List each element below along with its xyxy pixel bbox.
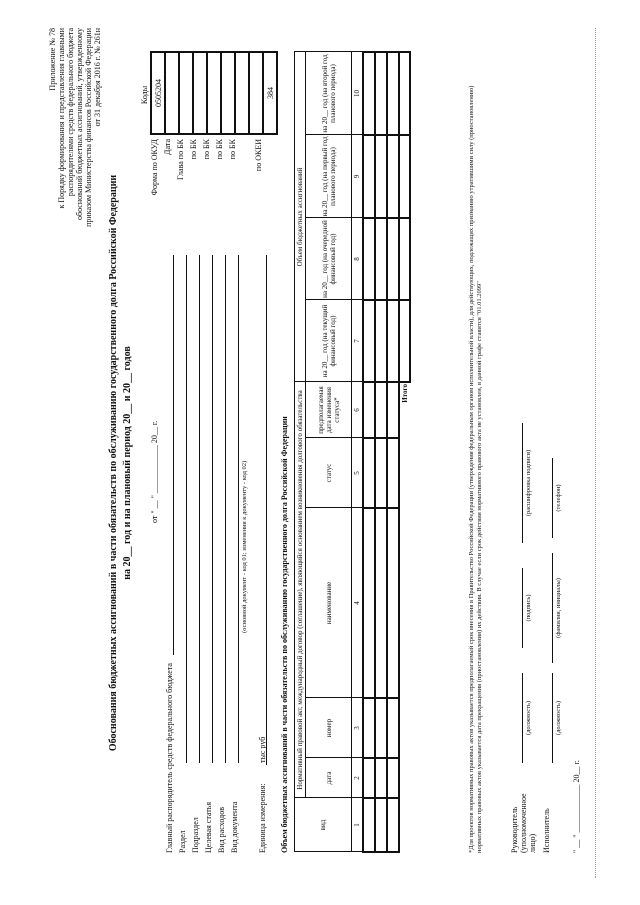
- col-year-current: на 20__ год (на текущий финансовый год): [306, 300, 352, 382]
- document-page: [40, 23, 600, 883]
- group-right-header: Объем бюджетных ассигнований: [295, 51, 306, 381]
- field-line: [186, 255, 187, 763]
- signature-line: [552, 553, 553, 663]
- col-vid: вид: [295, 798, 352, 852]
- field-line: [238, 255, 239, 763]
- col-year-plan2: на 20__ год (на второй год планового периода): [306, 51, 352, 134]
- code-label: по БК: [228, 138, 237, 159]
- col-number: 5: [352, 438, 364, 508]
- doc-hint: (основной документ - код 01; изменения к документу - код 02): [241, 460, 248, 633]
- code-okei: 384: [263, 52, 277, 134]
- caption: (телефон): [555, 483, 562, 512]
- field-line: [266, 255, 267, 765]
- caption: (должность): [525, 700, 532, 735]
- appendix-line: от 31 декабря 2016 г. № 261н: [93, 27, 102, 126]
- code-label: Дата: [163, 138, 172, 155]
- col-data: дата: [306, 758, 352, 798]
- appendix-block: [48, 28, 102, 243]
- footnote: *Для проектов нормативных правовых актов указывается предполагаемый срок внесения в Правительство Российской Федерации (утверждения федеральным органом исполнительной власти), для действующих, подлежащих признанию утратившими силу (приостановлению) нормативных правовых актов указывается дата прекращения (приостановления) их действия. В случае если срок действия нормативного правового акта не установлен, в данной графе ставится "01.01.2099": [468, 85, 483, 853]
- signature-line: [522, 673, 523, 763]
- code-label: [241, 139, 254, 243]
- col-date-change: предполагаемая дата изменения статуса*: [306, 382, 352, 438]
- signature-head-label: Руководитель (уполномоченное лицо): [510, 792, 537, 853]
- signature-line: [552, 673, 553, 763]
- code-label: по ОКЕИ: [254, 138, 263, 171]
- code-label: по БК: [202, 138, 211, 159]
- total-label: Итого: [401, 383, 409, 403]
- codes-table: [150, 51, 278, 135]
- codes-header: Коды: [140, 85, 149, 104]
- field-line: [212, 255, 213, 763]
- col-number: 10: [352, 51, 364, 134]
- field-label-grbs: Главный распорядитель средств федерального бюджета: [165, 662, 174, 853]
- total-row: [399, 51, 410, 851]
- signature-executor-label: Исполнитель: [542, 807, 551, 853]
- table-row: [363, 51, 375, 851]
- code-vid: [235, 52, 249, 134]
- code-glava: [179, 52, 193, 134]
- page-title: Обоснования бюджетных ассигнований в части обязательств по обслуживанию государственного долга Российской Федерации: [108, 174, 119, 751]
- signature-date: " __ " ____________ 20__ г.: [572, 759, 581, 853]
- appendix-line: обоснований бюджетных ассигнований, утвержденному: [75, 27, 84, 220]
- code-blank: [249, 52, 263, 134]
- field-line: [199, 255, 200, 763]
- code-podrazdel: [207, 52, 221, 134]
- codes-labels: [150, 139, 267, 243]
- signature-line: [522, 568, 523, 648]
- table-row: [375, 51, 387, 851]
- col-year-next: на 20__ год (на очередной финансовый год): [306, 218, 352, 300]
- field-label-podrazdel: Подраздел: [191, 816, 200, 853]
- code-label: по БК: [215, 138, 224, 159]
- caption: (должность): [555, 700, 562, 735]
- unit-label: Единица измерения:: [258, 782, 267, 853]
- col-number: 6: [352, 382, 364, 438]
- code-cel: [221, 52, 235, 134]
- code-razdel: [193, 52, 207, 134]
- field-label-razdel: Раздел: [178, 829, 187, 853]
- appendix-number: Приложение № 78: [48, 27, 57, 91]
- appendix-line: к Порядку формирования и представления главными: [57, 27, 66, 208]
- col-number: 2: [352, 758, 364, 798]
- date-line: от " __ " ____________ 20__ г.: [150, 420, 159, 523]
- col-number: 3: [352, 698, 364, 758]
- field-label-vid-rashodov: Вид расходов: [217, 806, 226, 853]
- obligations-table: [294, 50, 411, 852]
- unit-value: тыс руб: [258, 736, 267, 763]
- col-naimenovanie: наименование: [306, 508, 352, 698]
- field-label-celevaya: Целевая статья: [204, 801, 213, 853]
- scan-edge: [595, 28, 596, 878]
- field-line: [173, 255, 174, 655]
- col-number: 9: [352, 135, 364, 218]
- code-label: Глава по БК: [176, 138, 185, 180]
- table-row: [387, 51, 399, 851]
- col-number: 8: [352, 218, 364, 300]
- col-nomer: номер: [306, 698, 352, 758]
- col-number: 4: [352, 508, 364, 698]
- field-label-vid-doc: Вид документа: [230, 801, 239, 853]
- col-status: статус: [306, 438, 352, 508]
- caption: (расшифровка подписи): [525, 449, 532, 516]
- section-title: Объем бюджетных ассигнований в части обязательств по обслуживанию государственного долга Российской Федерации: [280, 415, 289, 853]
- caption: (фамилия, инициалы): [555, 577, 562, 638]
- code-label: по БК: [189, 138, 198, 159]
- appendix-line: приказом Министерства финансов Российской Федерации: [84, 27, 93, 227]
- col-number: 7: [352, 300, 364, 382]
- page-subtitle: на 20__ год и на плановый период 20__ и 20__ годов: [122, 345, 133, 580]
- signature-line: [522, 423, 523, 543]
- code-date: [165, 52, 179, 134]
- col-number: 1: [352, 798, 364, 852]
- group-left-header: Нормативный правовой акт, международный договор (соглашение), являющийся основанием возникновения долгового обязательства: [295, 382, 306, 798]
- signature-line: [552, 458, 553, 538]
- appendix-line: распорядителями средств федерального бюджета: [66, 27, 75, 196]
- caption: (подпись): [525, 594, 532, 621]
- col-year-plan1: на 20__ год (на первый год планового периода): [306, 135, 352, 218]
- field-line: [225, 255, 226, 763]
- code-okud: 0505204: [151, 52, 165, 134]
- code-label: Форма по ОКУД: [150, 138, 159, 195]
